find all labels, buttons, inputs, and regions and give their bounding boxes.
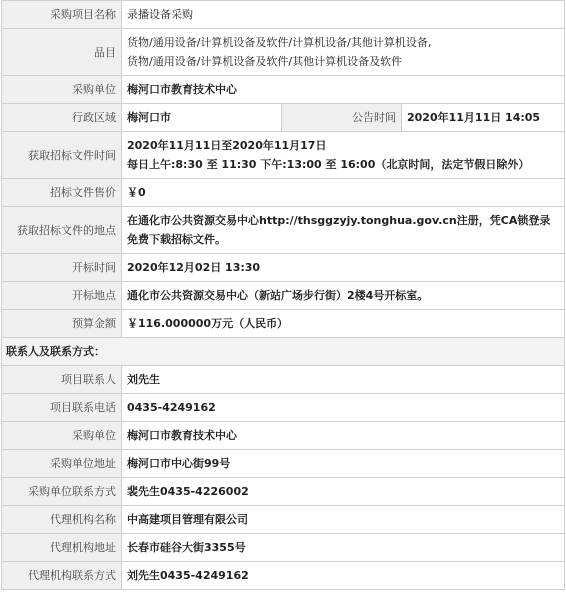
row-agency-name: [2, 506, 565, 534]
row-agency-address: [2, 534, 565, 562]
row-purchaser-contact: [2, 422, 565, 450]
field-label: 采购单位: [2, 422, 122, 450]
row-document-time: [2, 132, 565, 179]
field-label: 公告时间: [282, 104, 402, 132]
row-region-and-date: [2, 104, 565, 132]
row-opening-location: [2, 282, 565, 310]
row-contact-section: [2, 338, 565, 366]
budget-value: ￥116.000000万元（人民币）: [122, 310, 565, 338]
project-contact-value: 刘先生: [122, 366, 565, 394]
procurement-info-table: [1, 0, 565, 590]
row-agency-phone: [2, 562, 565, 590]
agency-address-value: 长春市硅谷大街3355号: [122, 534, 565, 562]
document-price-value: ￥0: [122, 179, 565, 207]
field-label: 采购项目名称: [2, 1, 122, 29]
row-project-contact: [2, 366, 565, 394]
field-label: 品目: [2, 29, 122, 76]
purchaser-contact-value: 梅河口市教育技术中心: [122, 422, 565, 450]
agency-name-value: 中高建项目管理有限公司: [122, 506, 565, 534]
contact-section-heading: 联系人及联系方式：: [2, 338, 565, 366]
field-label: 代理机构联系方式: [2, 562, 122, 590]
field-label: 行政区域: [2, 104, 122, 132]
announcement-time-value: 2020年11月11日 14:05: [402, 104, 565, 132]
row-document-price: [2, 179, 565, 207]
category-line-2: 货物/通用设备/计算机设备及软件/其他计算机设备及软件: [127, 55, 403, 68]
field-label: 采购单位联系方式: [2, 478, 122, 506]
opening-time-value: 2020年12月02日 13:30: [122, 254, 565, 282]
row-project-phone: [2, 394, 565, 422]
category-line-1: 货物/通用设备/计算机设备及软件/计算机设备/其他计算机设备,: [127, 36, 432, 49]
opening-location-value: 通化市公共资源交易中心（新站广场步行街）2楼4号开标室。: [122, 282, 565, 310]
category-value: [122, 29, 565, 76]
purchaser-phone-value: 裴先生0435-4226002: [122, 478, 565, 506]
field-label: 开标时间: [2, 254, 122, 282]
field-label: 代理机构名称: [2, 506, 122, 534]
row-document-location: [2, 207, 565, 254]
row-opening-time: [2, 254, 565, 282]
field-label: 开标地点: [2, 282, 122, 310]
document-time-line-2: 每日上午:8:30 至 11:30 下午:13:00 至 16:00（北京时间，法定节假日除外）: [127, 158, 530, 171]
field-label: 项目联系电话: [2, 394, 122, 422]
document-time-value: [122, 132, 565, 179]
project-name-value: 录播设备采购: [122, 1, 565, 29]
field-label: 预算金额: [2, 310, 122, 338]
field-label: 采购单位: [2, 76, 122, 104]
document-location-value: 在通化市公共资源交易中心http://thsggzyjy.tonghua.gov.cn注册，凭CA锁登录免费下载招标文件。: [122, 207, 565, 254]
purchaser-address-value: 梅河口市中心街99号: [122, 450, 565, 478]
purchaser-value: 梅河口市教育技术中心: [122, 76, 565, 104]
agency-phone-value: 刘先生0435-4249162: [122, 562, 565, 590]
project-phone-value: 0435-4249162: [122, 394, 565, 422]
region-value: 梅河口市: [122, 104, 282, 132]
document-time-line-1: 2020年11月11日至2020年11月17日: [127, 139, 327, 152]
row-purchaser: [2, 76, 565, 104]
row-budget: [2, 310, 565, 338]
row-project-name: [2, 1, 565, 29]
field-label: 代理机构地址: [2, 534, 122, 562]
field-label: 获取招标文件时间: [2, 132, 122, 179]
row-purchaser-address: [2, 450, 565, 478]
procurement-notice-table-wrapper: [1, 0, 564, 590]
field-label: 获取招标文件的地点: [2, 207, 122, 254]
row-category: [2, 29, 565, 76]
field-label: 采购单位地址: [2, 450, 122, 478]
field-label: 招标文件售价: [2, 179, 122, 207]
field-label: 项目联系人: [2, 366, 122, 394]
row-purchaser-phone: [2, 478, 565, 506]
